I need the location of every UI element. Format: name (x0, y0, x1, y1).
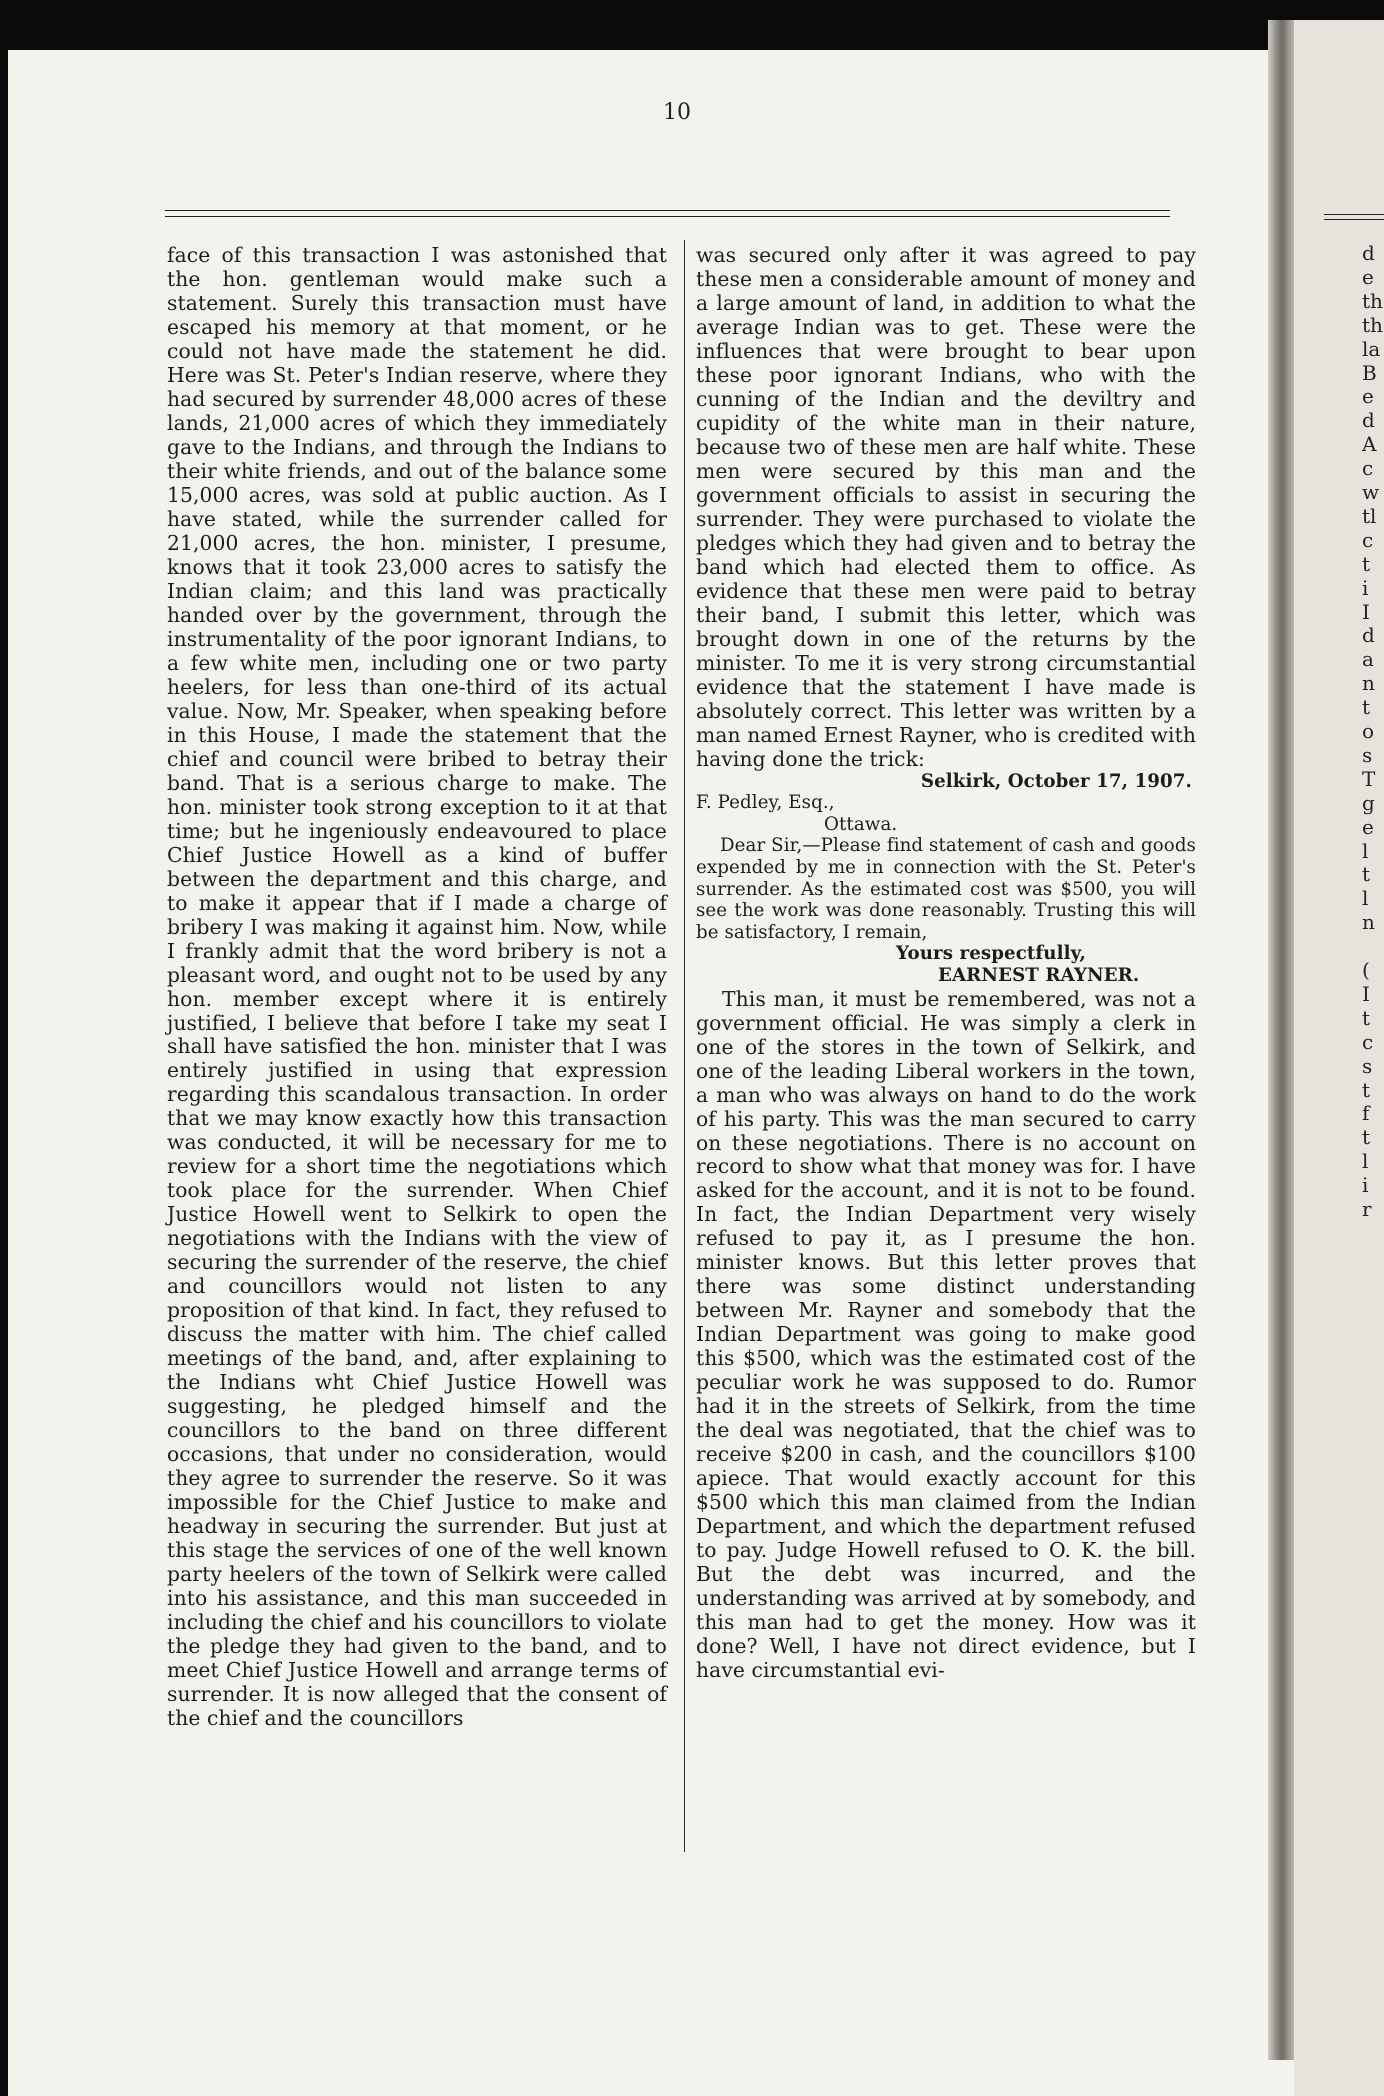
facing-page-fragment: e (1362, 814, 1374, 839)
header-rule (165, 210, 1170, 217)
facing-page-rule (1324, 214, 1384, 220)
letter-closing: Yours respectfully, (896, 943, 1086, 965)
facing-page-fragment: c (1362, 527, 1374, 552)
facing-page-fragment: a (1362, 647, 1374, 672)
facing-page-fragment: d (1362, 623, 1375, 648)
facing-page-fragment: n (1362, 671, 1375, 696)
facing-page-fragment: t (1362, 862, 1371, 887)
right-column (696, 243, 1196, 1682)
facing-page-fragment: n (1362, 910, 1375, 935)
letter-place-date: Selkirk, October 17, 1907. (920, 770, 1192, 792)
right-column-intro-text: was secured only after it was agreed to pay these men a considerable amount of money and a large amount of land, in addition to what the average Indian was to get. These were the influences that were brought to bear upon these poor ignorant Indians, who with the cunning of the Indian and the deviltry and cupidity of the white man in their nature, because two of these men are half white. These men were secured by this man and the government officials to assist in securing the surrender. They were purchased to violate the pledges which they had given and to betray the band which had elected them to office. As evidence that these men were paid to betray their band, I submit this letter, which was brought down in one of the returns by the minister. To me it is very strong circumstantial evidence that the statement I have made is absolutely correct. This letter was written by a man named Ernest Rayner, who is credited with having done the trick: (696, 243, 1197, 771)
page-number: 10 (663, 100, 691, 125)
letter-body: Dear Sir,—Please find statement of cash and goods expended by me in connection with the St. Peter's surrender. As the estimated cost was $500, you will see the work was done reasonably. Trusting this will be satisfactory, I remain, (696, 835, 1196, 943)
facing-page-fragment: I (1362, 981, 1370, 1006)
facing-page-fragment: t (1362, 551, 1371, 576)
facing-page-fragment: i (1362, 575, 1369, 600)
facing-page-fragment: g (1362, 790, 1375, 815)
quoted-letter (696, 771, 1196, 987)
facing-page-fragment: e (1362, 264, 1374, 289)
facing-page-fragment: T (1362, 766, 1376, 791)
facing-page-fragment: tl (1362, 503, 1377, 528)
left-column (167, 243, 667, 1730)
facing-page-fragment: th (1362, 312, 1383, 337)
facing-page-edge (1294, 20, 1384, 2096)
facing-page-fragment: d (1362, 408, 1375, 433)
facing-page-fragment: t (1362, 695, 1371, 720)
letter-addressee-city: Ottawa. (824, 813, 898, 835)
facing-page-fragment: f (1362, 1101, 1370, 1126)
book-gutter (1268, 20, 1294, 2060)
facing-page-fragment: s (1362, 1053, 1373, 1078)
letter-addressee: F. Pedley, Esq., (696, 792, 835, 814)
facing-page-fragment: d (1362, 241, 1375, 265)
right-column-continuation-text: This man, it must be remembered, was not a government official. He was simply a clerk in one of the stores in the town of Selkirk, and one of the leading Liberal workers in the town, a man who was always on hand to do the work of his party. This was the man secured to carry on these negotiations. There is no account on record to show what that money was for. I have asked for the account, and it is not to be found. In fact, the Indian Department very wisely refused to pay it, as I presume the hon. minister knows. But this letter proves that there was some distinct understanding between Mr. Rayner and somebody that the Indian Department was going to make good this $500, which was the estimated cost of the peculiar work he was supposed to do. Rumor had it in the streets of Selkirk, from the time the deal was negotiated, that the chief was to receive $200 in cash, and the councillors $100 apiece. That would exactly account for this $500 which this man claimed from the Indian Department, and which the department refused to pay. Judge Howell refused to O. K. the bill. But the debt was incurred, and the understanding was arrived at by somebody, and this man had to get the money. How was it done? Well, I have not direct evidence, but I have circumstantial evi- (696, 986, 1196, 1683)
facing-page-fragment: o (1362, 719, 1375, 743)
facing-page-fragment: w (1362, 480, 1380, 504)
facing-page-fragment: ( (1362, 958, 1370, 982)
facing-page-fragment: t (1362, 1077, 1371, 1102)
facing-page-fragment: t (1362, 1005, 1371, 1030)
letter-signature: EARNEST RAYNER. (938, 965, 1140, 986)
facing-page-fragment: la (1362, 336, 1381, 361)
facing-page-fragment: A (1362, 432, 1377, 457)
facing-page-fragment: th (1362, 288, 1383, 313)
facing-page-fragment: e (1362, 384, 1374, 409)
facing-page-fragment: t (1362, 1125, 1371, 1150)
left-column-text: face of this transaction I was astonished that the hon. gentleman would make such a statement. Surely this transaction must have escaped his memory at that moment, or he could not have made the statement he did. Here was St. Peter's Indian reserve, where they had secured by surrender 48,000 acres of these lands, 21,000 acres of which they immediately gave to the Indians, and through the Indians to their white friends, and out of the balance some 15,000 acres, was sold at public auction. As I have stated, while the surrender called for 21,000 acres, the hon. minister, I presume, knows that it took 23,000 acres to satisfy the Indian claim; and this land was practically handed over by the government, through the instrumentality of the poor ignorant Indians, to a few white men, including one or two party heelers, for less than one-third of its actual value. Now, Mr. Speaker, when speaking before in this House, I made the statement that the chief and council were bribed to betray their band. That is a serious charge to make. The hon. minister took strong exception to it at that time; but he ingeniously endeavoured to place Chief Justice Howell as a kind of buffer between the department and this charge, and to make it appear that if I made a charge of bribery I was making it against him. Now, while I frankly admit that the word bribery is not a pleasant word, and ought not to be used by any hon. member except where it is entirely justified, I believe that before I take my seat I shall have satisfied the hon. minister that I was entirely justified in using that expression regarding this scandalous transaction. In order that we may know exactly how this transaction was conducted, it will be necessary for me to review for a short time the negotiations which took place for the surrender. When Chief Justice Howell went to Selkirk to open the negotiations with the Indians with the view of securing the surrender of the reserve, the chief and councillors would not listen to any proposition of that kind. In fact, they refused to discuss the matter with him. The chief called meetings of the band, and, after explaining to the Indians wht Chief Justice Howell was suggesting, he pledged himself and the councillors to the band on three different occasions, that under no consideration, would they agree to surrender the reserve. So it was impossible for the Chief Justice to make and headway in securing the surrender. But just at this stage the services of one of the well known party heelers of the town of Selkirk were called into his assistance, and this man succeeded in including the chief and his councillors to violate the pledge they had given to the band, and to meet Chief Justice Howell and arrange terms of surrender. It is now alleged that the consent of the chief and the councillors (167, 243, 667, 1731)
facing-page-fragment: s (1362, 742, 1373, 767)
facing-page-fragment: r (1362, 1197, 1372, 1221)
facing-page-fragment: I (1362, 599, 1370, 624)
facing-page-fragment: l (1362, 1149, 1369, 1174)
facing-page-fragment: c (1362, 456, 1374, 481)
facing-page-fragment: l (1362, 838, 1369, 863)
facing-page-fragment: c (1362, 1029, 1374, 1054)
facing-page-fragment: i (1362, 1173, 1369, 1198)
facing-page-fragment: l (1362, 886, 1369, 911)
column-divider (684, 240, 685, 1852)
facing-page-fragment: B (1362, 360, 1377, 385)
